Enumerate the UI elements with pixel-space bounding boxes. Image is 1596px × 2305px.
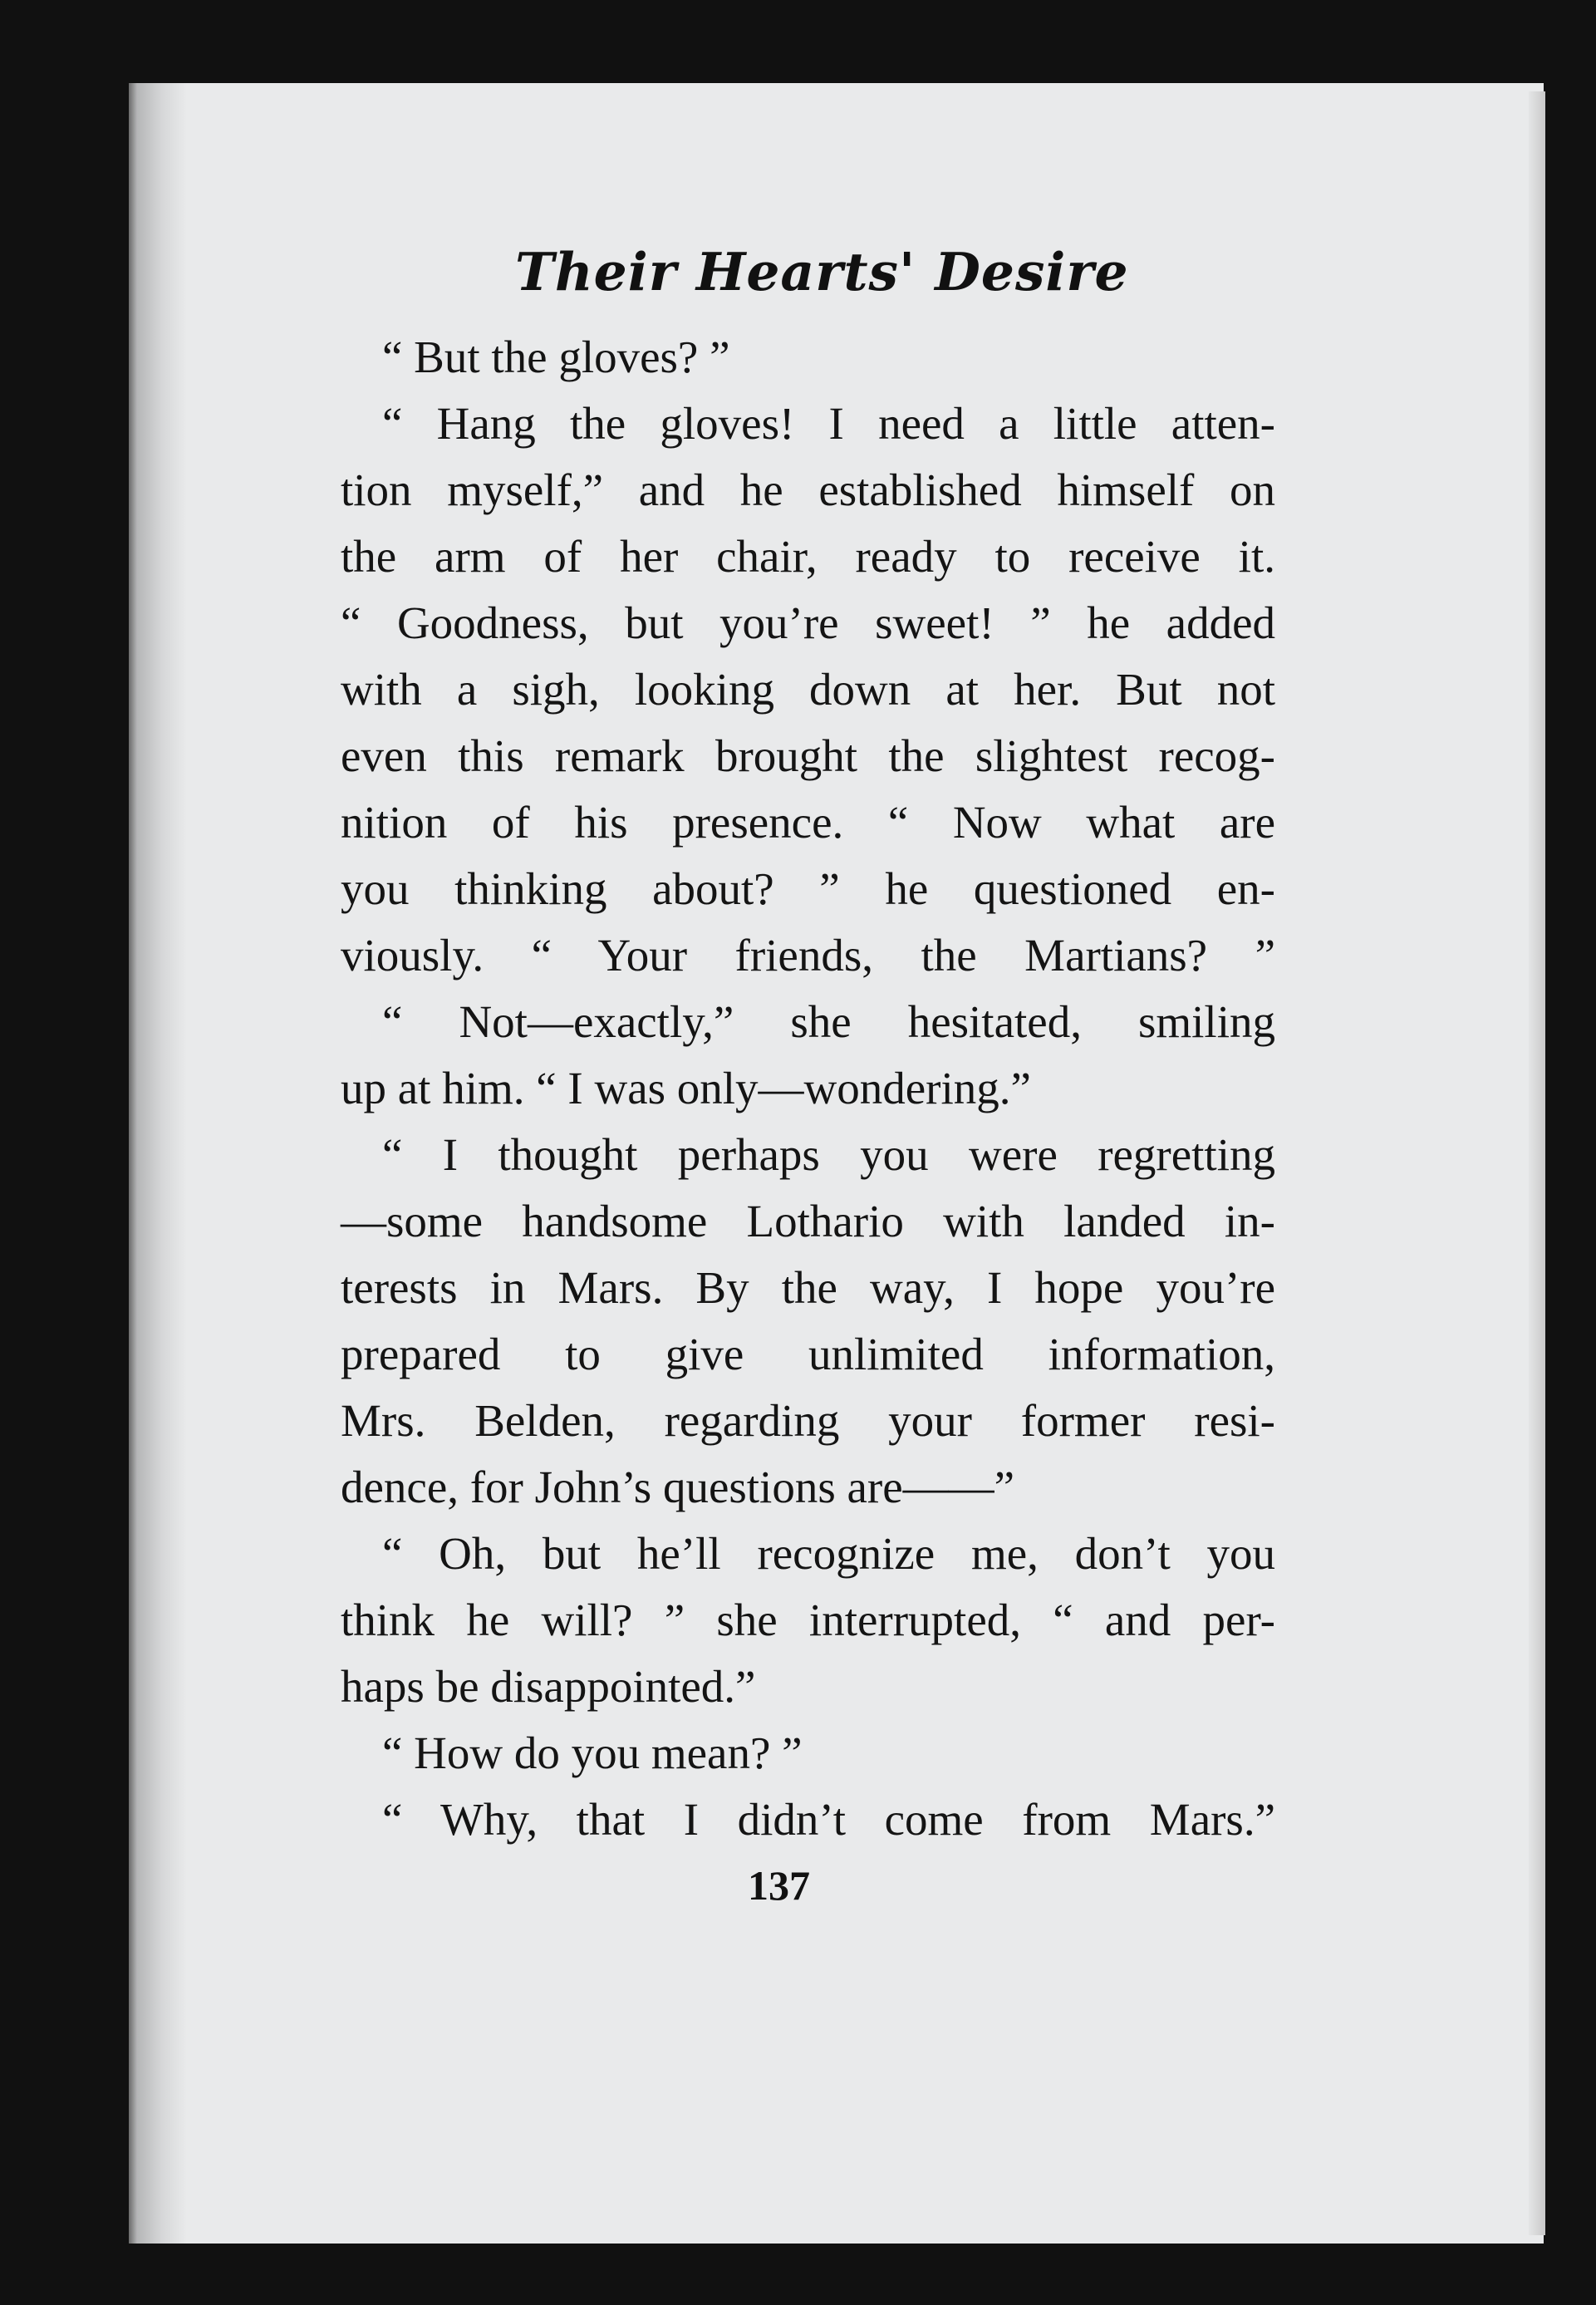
page-number: 137: [748, 1862, 810, 1909]
running-head: Their Hearts' Desire: [515, 241, 1129, 302]
text-line: “ But the gloves? ”: [382, 332, 730, 382]
text-line: up at him. “ I was only—wondering.”: [341, 1063, 1031, 1113]
text-line: prepared to give unlimited information,: [341, 1329, 1275, 1379]
page-right-edge: [1529, 91, 1545, 2235]
text-line: nition of his presence. “ Now what are: [341, 797, 1275, 848]
text-line: “ Not—exactly,” she hesitated, smiling: [382, 996, 1275, 1047]
text-line: “ Oh, but he’ll recognize me, don’t you: [382, 1528, 1275, 1579]
text-line: with a sigh, looking down at her. But not: [341, 664, 1275, 715]
text-line: tion myself,” and he established himself on: [341, 464, 1275, 515]
text-line: “ Why, that I didn’t come from Mars.”: [382, 1794, 1275, 1845]
text-line: even this remark brought the slightest recog-: [341, 730, 1275, 781]
text-line: terests in Mars. By the way, I hope you’re: [341, 1262, 1275, 1313]
text-line: “ Goodness, but you’re sweet! ” he added: [341, 597, 1275, 648]
text-line: you thinking about? ” he questioned en-: [341, 863, 1275, 914]
text-line: the arm of her chair, ready to receive it.: [341, 531, 1275, 582]
text-line: haps be disappointed.”: [341, 1661, 756, 1712]
text-line: “ How do you mean? ”: [382, 1728, 803, 1778]
text-line: viously. “ Your friends, the Martians? ”: [341, 930, 1275, 980]
text-line: —some handsome Lothario with landed in-: [341, 1196, 1275, 1246]
text-line: Mrs. Belden, regarding your former resi-: [341, 1395, 1275, 1446]
body-text: [341, 324, 1275, 1853]
text-line: “ I thought perhaps you were regretting: [382, 1129, 1275, 1180]
text-line: dence, for John’s questions are——”: [341, 1462, 1015, 1512]
text-line: think he will? ” she interrupted, “ and per-: [341, 1595, 1275, 1645]
text-line: “ Hang the gloves! I need a little atten-: [382, 398, 1275, 449]
